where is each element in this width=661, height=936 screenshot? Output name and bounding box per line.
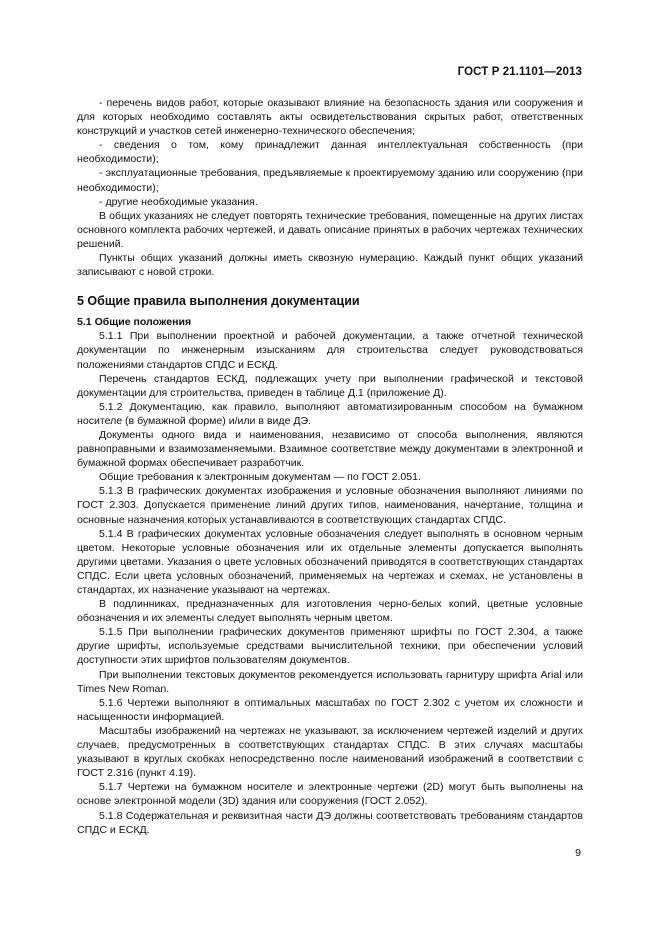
- list-item: - эксплуатационные требования, предъявляемые к проектируемому зданию или сооружению (при необходимости);: [77, 167, 583, 194]
- document-body: [77, 96, 583, 837]
- list-item: - сведения о том, кому принадлежит данная интеллектуальная собственность (при необходимости);: [77, 139, 583, 166]
- document-code-header: ГОСТ Р 21.1101—2013: [457, 66, 582, 78]
- paragraph: 5.1.2 Документацию, как правило, выполняют автоматизированным способом на бумажном носителе (в бумажной форме) и/или в виде ДЭ.: [77, 400, 583, 427]
- list-item: - перечень видов работ, которые оказывают влияние на безопасность здания или сооружения и для которых необходимо составлять акты освидетельствования скрытых работ, ответственных конструкций и участков сетей инженерно-технического обеспечения;: [77, 97, 583, 138]
- list-item: - другие необходимые указания.: [99, 195, 258, 208]
- paragraph: 5.1.3 В графических документах изображения и условные обозначения выполняют линиями по ГОСТ 2.303. Допускается применение линий других типов, наименования, начертание, толщина и основные назначения которых устанавливаются в соответствующих стандартах СПДС.: [77, 485, 583, 526]
- paragraph: 5.1.6 Чертежи выполняют в оптимальных масштабах по ГОСТ 2.302 с учетом их сложности и насыщенности информацией.: [77, 696, 583, 723]
- spacer: [77, 279, 583, 284]
- paragraph: Документы одного вида и наименования, независимо от способа выполнения, являются равноправными и взаимозаменяемыми. Взаимное соответствие между документами в электронной и бумажной формах обеспечивает разработчик.: [77, 428, 583, 470]
- section-title: 5 Общие правила выполнения документации: [77, 294, 360, 309]
- paragraph: Общие требования к электронным документам — по ГОСТ 2.051.: [99, 471, 421, 484]
- paragraph: Пункты общих указаний должны иметь сквозную нумерацию. Каждый пункт общих указаний записывают с новой строки.: [77, 252, 583, 279]
- paragraph: В подлинниках, предназначенных для изготовления черно-белых копий, цветные условные обозначения и их элементы следует выполнять черным цветом.: [77, 598, 583, 625]
- paragraph: В общих указаниях не следует повторять технические требования, помещенные на других листах основного комплекта рабочих чертежей, и давать описание принятых в рабочих чертежах технических решений.: [77, 209, 583, 250]
- paragraph: Перечень стандартов ЕСКД, подлежащих учету при выполнении графической и текстовой документации для строительства, приведен в таблице Д.1 (приложение Д).: [77, 372, 583, 399]
- paragraph: 5.1.7 Чертежи на бумажном носителе и электронные чертежи (2D) могут быть выполнены на основе электронной модели (3D) здания или сооружения (ГОСТ 2.052).: [77, 781, 583, 808]
- paragraph: 5.1.5 При выполнении графических документов применяют шрифты по ГОСТ 2.304, а также другие шрифты, используемые средствами вычислительной техники, при обеспечении условий доступности этих шрифтов пользователям документов.: [77, 626, 583, 667]
- paragraph: 5.1.1 При выполнении проектной и рабочей документации, а также отчетной технической документации по инженерным изысканиям для строительства следует руководствоваться положениями стандартов СПДС и ЕСКД.: [77, 330, 583, 371]
- subsection-title: 5.1 Общие положения: [77, 316, 192, 329]
- paragraph: При выполнении текстовых документов рекомендуется использовать гарнитуру шрифта Arial или Times New Roman.: [77, 668, 583, 695]
- paragraph: 5.1.8 Содержательная и реквизитная части ДЭ должны соответствовать требованиям стандартов СПДС и ЕСКД.: [77, 809, 583, 836]
- page-number: 9: [575, 847, 581, 859]
- paragraph: 5.1.4 В графических документах условные обозначения следует выполнять в основном черным цветом. Некоторые условные обозначения или их отдельные элементы допускается выполнять другими цветами. Указания о цвете условных обозначений приводятся в соответствующих стандартах СПДС. Если цвета условных обозначений, применяемых на чертежах и схемах, не установлены в стандартах, их назначение указывают на чертежах.: [77, 527, 583, 596]
- paragraph: Масштабы изображений на чертежах не указывают, за исключением чертежей изделий и других случаев, предусмотренных в соответствующих стандартах СПДС. В этих случаях масштабы указывают в круглых скобках непосредственно после наименований изображений в соответствии с ГОСТ 2.316 (пункт 4.19).: [77, 724, 583, 780]
